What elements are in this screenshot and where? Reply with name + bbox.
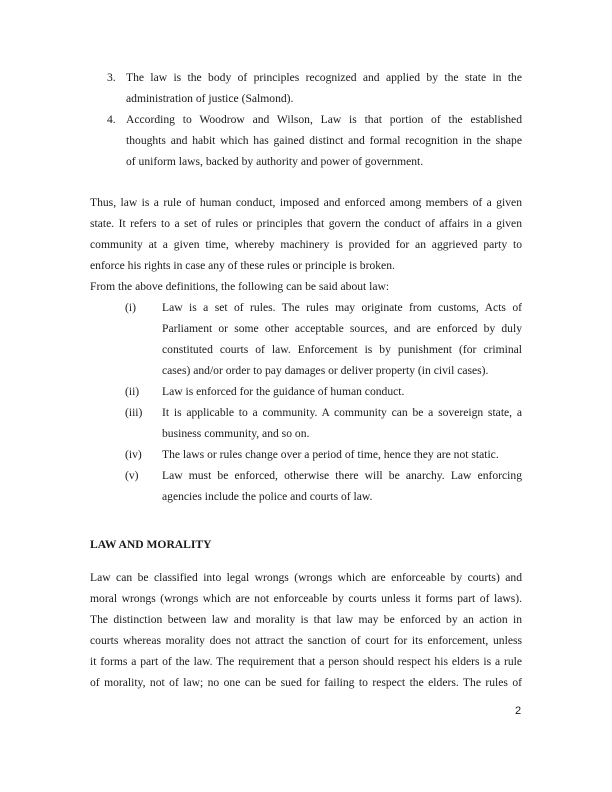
paragraph-line: it forms a part of the law. The requirement that a person should respect his elders is a rule <box>90 655 522 668</box>
list-item-line: According to Woodrow and Wilson, Law is that portion of the established <box>126 113 522 126</box>
paragraph-line: state. It refers to a set of rules or principles that govern the conduct of affairs in a given <box>90 217 522 230</box>
list-marker: (i) <box>125 301 136 314</box>
section-heading: LAW AND MORALITY <box>90 538 212 551</box>
list-marker: (ii) <box>125 385 140 398</box>
paragraph-line: of morality, not of law; no one can be sued for failing to respect the elders. The rules of <box>90 676 522 689</box>
list-item-line: of uniform laws, backed by authority and power of government. <box>126 155 424 168</box>
list-item-line: It is applicable to a community. A community can be a sovereign state, a <box>162 406 522 419</box>
list-marker: (iii) <box>125 406 143 419</box>
list-marker: 4. <box>107 113 116 126</box>
list-item-line: Parliament or some other acceptable sources, and are enforced by duly <box>162 322 522 335</box>
paragraph-line: courts whereas morality does not attract the sanction of court for its enforcement, unless <box>90 634 522 647</box>
list-item-line: constituted courts of law. Enforcement is by punishment (for criminal <box>162 343 522 356</box>
list-item-line: agencies include the police and courts of law. <box>162 490 373 503</box>
paragraph-line: enforce his rights in case any of these rules or principle is broken. <box>90 259 395 272</box>
page-number: 2 <box>515 705 522 717</box>
list-item-line: cases) and/or order to pay damages or deliver property (in civil cases). <box>162 364 489 377</box>
list-item-line: The law is the body of principles recognized and applied by the state in the <box>126 71 522 84</box>
paragraph-line: moral wrongs (wrongs which are not enforceable by courts unless it forms part of laws). <box>90 592 522 605</box>
list-item-line: administration of justice (Salmond). <box>126 92 294 105</box>
list-item-line: Law must be enforced, otherwise there will be anarchy. Law enforcing <box>162 469 522 482</box>
list-marker: (v) <box>125 469 139 482</box>
list-item-line: thoughts and habit which has gained distinct and formal recognition in the shape <box>126 134 522 147</box>
paragraph-line: Thus, law is a rule of human conduct, imposed and enforced among members of a given <box>90 196 522 209</box>
paragraph-line: From the above definitions, the following can be said about law: <box>90 280 390 293</box>
paragraph-line: Law can be classified into legal wrongs (wrongs which are enforceable by courts) and <box>90 571 522 584</box>
list-item-line: The laws or rules change over a period of time, hence they are not static. <box>162 448 499 461</box>
paragraph-line: The distinction between law and morality is that law may be enforced by an action in <box>90 613 522 626</box>
list-item-line: Law is enforced for the guidance of human conduct. <box>162 385 405 398</box>
list-item-line: Law is a set of rules. The rules may originate from customs, Acts of <box>162 301 522 314</box>
list-item-line: business community, and so on. <box>162 427 310 440</box>
list-marker: (iv) <box>125 448 142 461</box>
paragraph-line: community at a given time, whereby machinery is provided for an aggrieved party to <box>90 238 522 251</box>
list-marker: 3. <box>107 71 116 84</box>
